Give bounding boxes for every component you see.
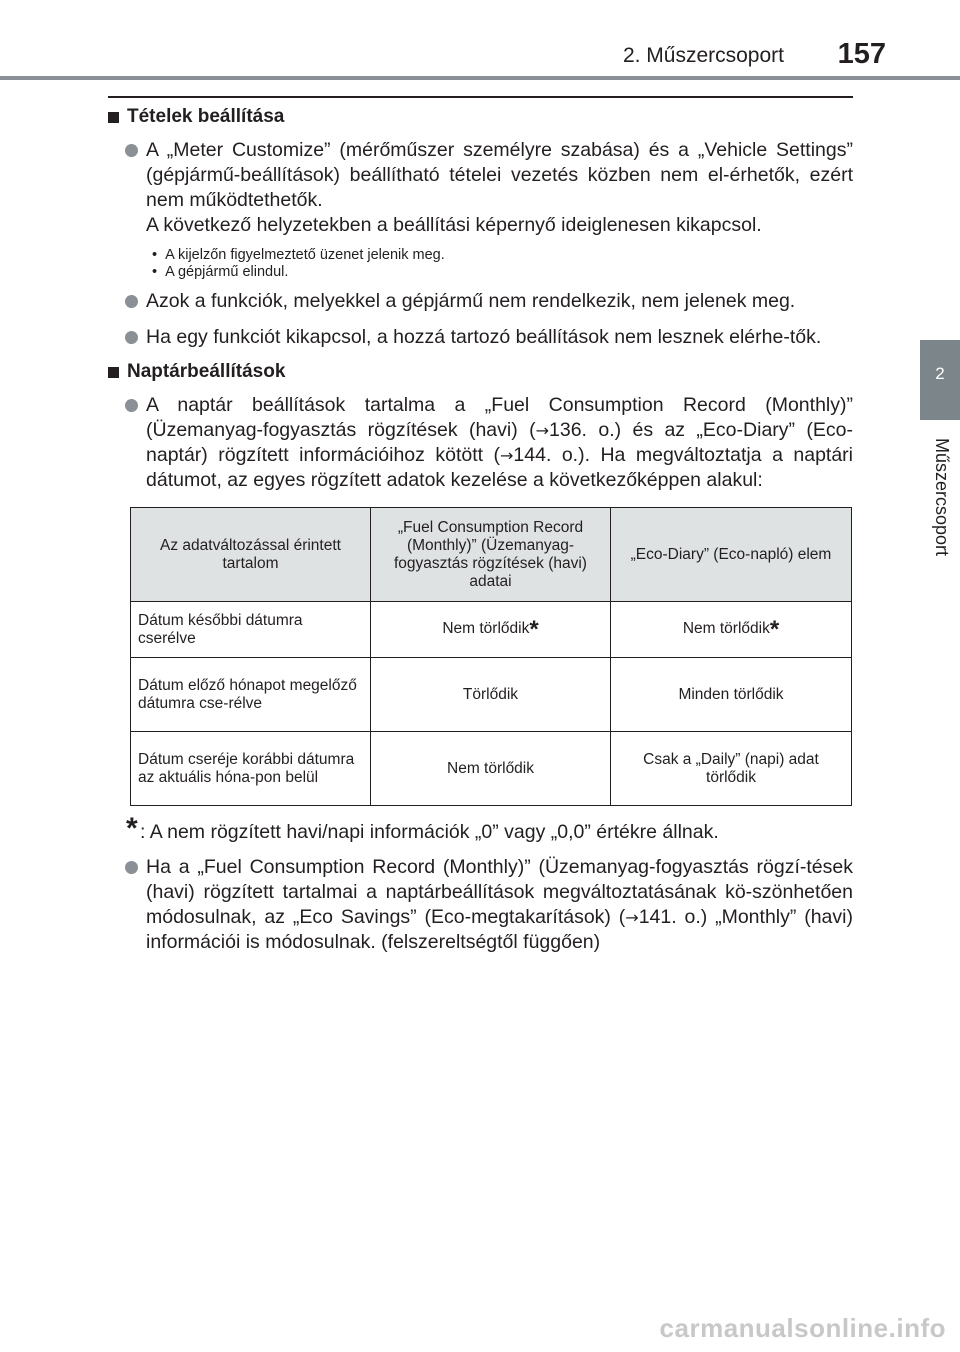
cell-text: Nem törlődik — [682, 620, 770, 637]
top-rule — [108, 96, 853, 98]
paragraph-text — [146, 393, 853, 493]
table-cell: Minden törlődik — [611, 658, 852, 732]
footnote-text: : A nem rögzített havi/napi információk „0” vagy „0,0” értékre állnak. — [140, 821, 719, 843]
circle-bullet-icon — [125, 295, 138, 308]
chapter-tab-label: Műszercsoport — [932, 438, 952, 557]
chapter-tab — [920, 340, 960, 420]
circle-bullet-icon — [125, 331, 138, 344]
table-cell: Törlődik — [371, 658, 611, 732]
section-heading — [108, 361, 853, 383]
paragraph-text: A „Meter Customize” (mérőműszer személyre szabása) és a „Vehicle Settings” (gépjármű-beállítások) beállítható tételei vezetés közben nem el-érhetők, ezért nem működtethetők. — [146, 139, 853, 211]
paragraph — [108, 325, 853, 350]
table-cell: Dátum cseréje korábbi dátumra az aktuális hóna-pon belül — [131, 732, 371, 806]
page-content — [108, 106, 853, 966]
chapter-tab-number: 2 — [935, 364, 945, 383]
paragraph-text: A következő helyzetekben a beállítási képernyő ideiglenesen kikapcsol. — [146, 214, 762, 236]
asterisk-icon: * — [529, 616, 539, 643]
paragraph — [108, 855, 853, 955]
watermark: carmanualsonline.info — [659, 1313, 946, 1343]
text-run: Ha a „Fuel Consumption Record (Monthly)” (Üzemanyag-fogyasztás rögzí-tések (havi) rögzített tartalmai a naptárbeállítások megváltoztatásának kö-szönhetően módosulnak, az „Eco Savings” (Eco-megtakarítások) ( — [146, 856, 853, 928]
table-cell: Nem törlődik — [371, 732, 611, 806]
paragraph — [108, 393, 853, 493]
table-row — [131, 602, 852, 658]
data-change-table — [130, 507, 852, 806]
table-header: „Eco-Diary” (Eco-napló) elem — [611, 508, 852, 602]
cell-text: Nem törlődik — [442, 620, 530, 637]
asterisk-icon: * — [126, 812, 138, 845]
section-title: Tételek beállítása — [127, 106, 285, 127]
table-row — [131, 658, 852, 732]
sub-list-item: • A gépjármű elindul. — [146, 264, 853, 281]
table-row — [131, 732, 852, 806]
table-cell — [371, 602, 611, 658]
section-title: Naptárbeállítások — [127, 361, 286, 382]
square-bullet-icon — [108, 112, 119, 123]
paragraph — [108, 289, 853, 314]
page-number: 157 — [837, 38, 886, 70]
table-header: Az adatváltozással érintett tartalom — [131, 508, 371, 602]
table-cell: Csak a „Daily” (napi) adat törlődik — [611, 732, 852, 806]
text-run: A naptár beállítások tartalma a „Fuel Consumption Record (Monthly)” (Üzemanyag-fogyasztás rögzítések (havi) ( — [146, 394, 853, 441]
chapter-title: 2. Műszercsoport — [622, 44, 784, 67]
section-heading — [108, 106, 853, 128]
paragraph-text: Azok a funkciók, melyekkel a gépjármű nem rendelkezik, nem jelenek meg. — [146, 290, 796, 312]
paragraph-text: Ha egy funkciót kikapcsol, a hozzá tartozó beállítások nem lesznek elérhe-tők. — [146, 326, 822, 348]
page-ref: 144. o.). Ha megváltoztatja a naptári dátumot, az egyes rögzített adatok kezelése a következőképpen alakul: — [146, 444, 853, 491]
sub-list — [108, 247, 853, 281]
asterisk-icon: * — [769, 616, 780, 643]
sub-list-item: • A kijelzőn figyelmeztető üzenet jelenik meg. — [146, 247, 853, 264]
table-cell: Dátum későbbi dátumra cserélve — [131, 602, 371, 658]
page-ref: 136. o.) és az „Eco-Diary” (Eco-naptár) rögzített információihoz kötött ( — [146, 419, 853, 466]
paragraph-text — [146, 855, 853, 955]
arrow-icon: → — [625, 908, 639, 927]
square-bullet-icon — [108, 367, 119, 378]
circle-bullet-icon — [125, 144, 138, 157]
paragraph — [108, 138, 853, 238]
circle-bullet-icon — [125, 399, 138, 412]
circle-bullet-icon — [125, 861, 138, 874]
footnote — [108, 812, 853, 845]
header-bar — [0, 76, 960, 80]
table-cell: Dátum előző hónapot megelőző dátumra cse-rélve — [131, 658, 371, 732]
page-ref: 141. o.) „Monthly” (havi) információi is módosulnak. (felszereltségtől függően) — [146, 906, 853, 953]
arrow-icon: → — [500, 446, 514, 465]
table-cell — [611, 602, 852, 658]
arrow-icon: → — [535, 421, 550, 440]
table-header: „Fuel Consumption Record (Monthly)” (Üzemanyag-fogyasztás rögzítések (havi) adatai — [371, 508, 611, 602]
table-header-row — [131, 508, 852, 602]
